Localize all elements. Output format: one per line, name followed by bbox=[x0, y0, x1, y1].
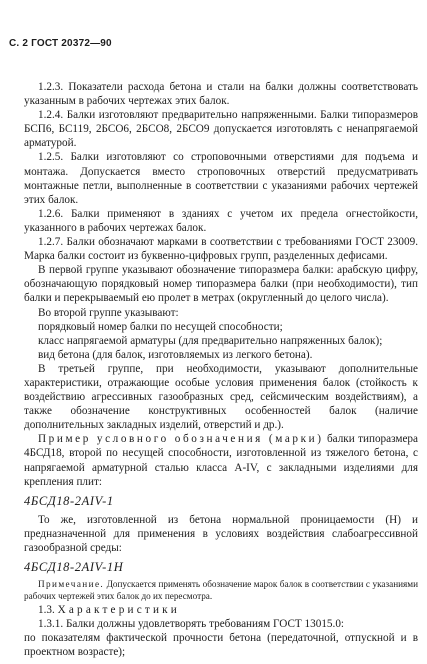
paragraph-1-3-1-continued: по показателям фактической прочности бетона (передаточной, отпускной и в проектном возрасте); bbox=[24, 631, 418, 659]
paragraph-second-group: Во второй группе указывают: bbox=[38, 306, 179, 319]
example-second-text: То же, изготовленной из бетона нормальной проницаемости (Н) и предназначенной для применения в условиях воздействия слабоагрессивной газообразной среды: bbox=[24, 513, 418, 554]
designation-formula-1: 4БСД18-2AIV-1 bbox=[24, 493, 114, 508]
list-item-load-capacity: порядковый номер балки по несущей способности; bbox=[38, 320, 283, 333]
section-number: 1.3. bbox=[38, 603, 55, 616]
document-body bbox=[24, 80, 418, 659]
paragraph-1-2-6: 1.2.6. Балки применяют в зданиях с учетом их предела огнестойкости, указанного в рабочих чертежах балок. bbox=[24, 207, 418, 234]
list-item-concrete-type: вид бетона (для балок, изготовляемых из легкого бетона). bbox=[38, 348, 313, 361]
note-text: Допускается применять обозначение марок балок в соответствии с указаниями рабочих чертежей этих балок до их пересмотра. bbox=[24, 579, 418, 601]
page-header: С. 2 ГОСТ 20372—90 bbox=[9, 38, 112, 49]
paragraph-1-2-3: 1.2.3. Показатели расхода бетона и стали на балки должны соответствовать указанным в рабочих чертежах этих балок. bbox=[24, 81, 418, 108]
example-text: балки типоразмера 4БСД18, второй по несущей способности, изготовленной из тяжелого бетона, с напрягаемой арматурной сталью класса A-IV, с закладными изделиями для крепления плит: bbox=[24, 433, 418, 488]
paragraph-1-2-4: 1.2.4. Балки изготовляют предварительно напряженными. Балки типоразмеров БСП6, БС119, 2БСО6, 2БСО8, 2БСО9 допускается изготовлять с ненапрягаемой арматурой. bbox=[24, 109, 418, 150]
note-title: Примечание. bbox=[38, 579, 105, 590]
list-item-reinforcement-class: класс напрягаемой арматуры (для предварительно напряженных балок); bbox=[38, 334, 383, 347]
paragraph-1-2-5: 1.2.5. Балки изготовляют со строповочными отверстиями для подъема и монтажа. Допускается вместо строповочных отверстий предусматривать монтажные петли, выполненные в соответствии с указаниями рабочих чертежей этих балок. bbox=[24, 151, 418, 206]
paragraph-1-3-1: 1.3.1. Балки должны удовлетворять требованиям ГОСТ 13015.0: bbox=[38, 617, 345, 630]
paragraph-third-group: В третьей группе, при необходимости, указывают дополнительные характеристики, отражающие особые условия применения балок (стойкость к воздействию агрессивных газообразных сред, сейсмическим воздействиям), а также обозначение конструктивных особенностей балок (наличие дополнительных закладных изделий, отверстий и др.). bbox=[24, 362, 418, 432]
example-lead: Пример условного обозначения (марки) bbox=[38, 433, 324, 446]
section-title: Характеристики bbox=[57, 603, 180, 616]
paragraph-first-group: В первой группе указывают обозначение типоразмера балки: арабскую цифру, обозначающую порядковый номер типоразмера балки (при необходимости), тип балки и перекрываемый ею пролет в метрах (округленный до целого числа). bbox=[24, 264, 418, 305]
designation-formula-2: 4БСД18-2AIV-1Н bbox=[24, 560, 124, 575]
example-paragraph bbox=[24, 432, 418, 488]
section-heading bbox=[24, 603, 418, 617]
note bbox=[24, 579, 418, 603]
paragraph-1-2-7: 1.2.7. Балки обозначают марками в соответствии с требованиями ГОСТ 23009. Марка балки состоит из буквенно-цифровых групп, разделенных дефисами. bbox=[24, 236, 418, 263]
